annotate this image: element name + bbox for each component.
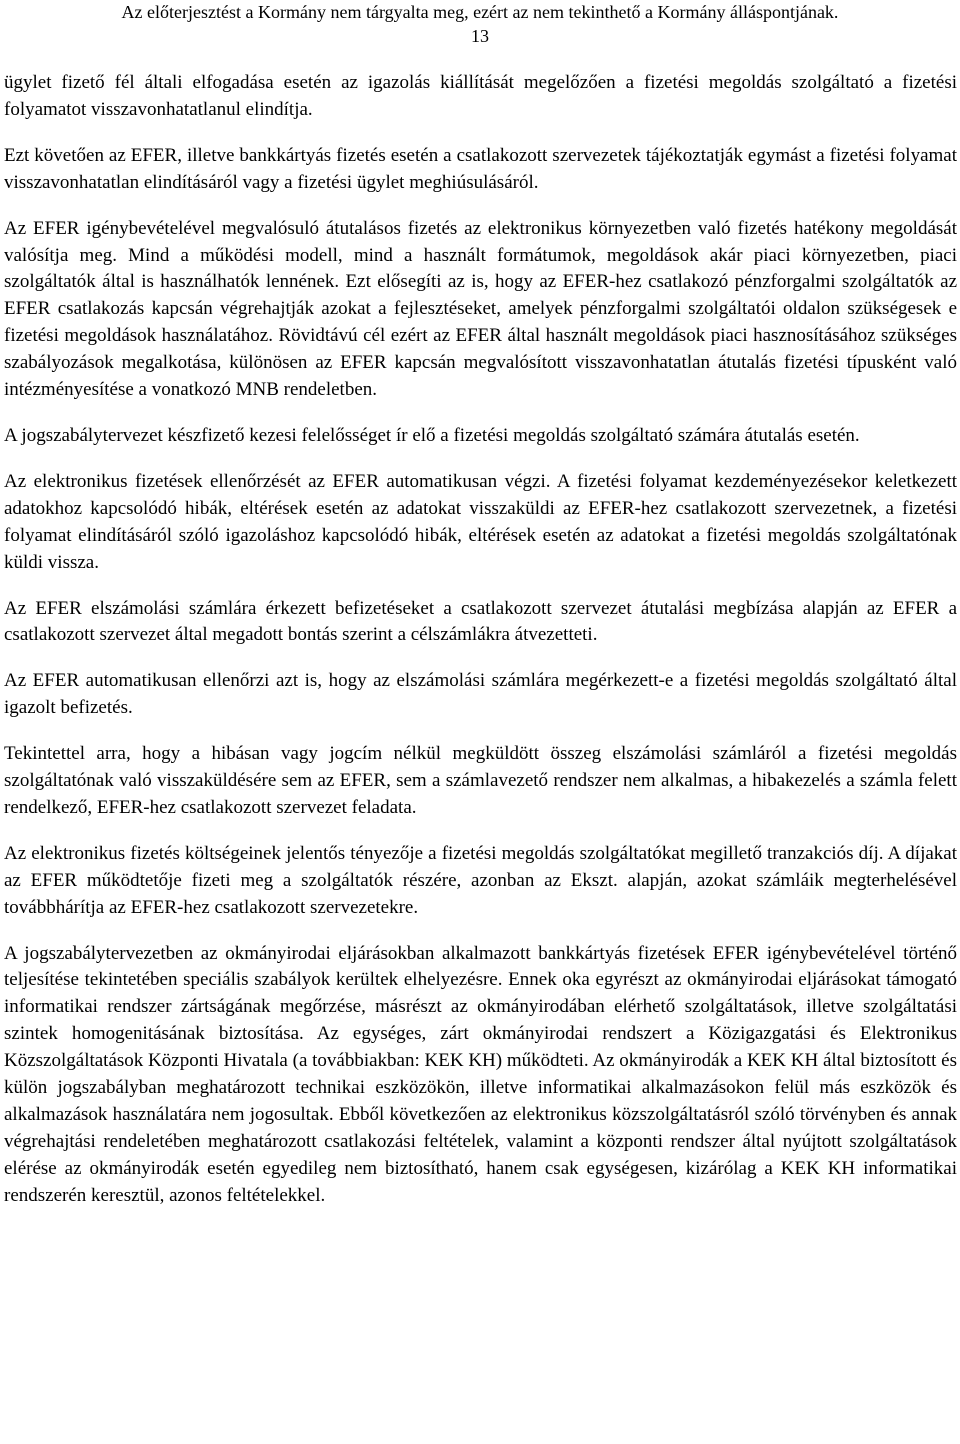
paragraph-7: Az EFER automatikusan ellenőrzi azt is, hogy az elszámolási számlára megérkezett-e a fizetési megoldás szolgáltató által igazolt befizetés. [4, 670, 957, 719]
paragraph-9: Az elektronikus fizetés költségeinek jelentős tényezője a fizetési megoldás szolgáltatókat megillető tranzakciós díj. A díjakat az EFER működtetője fizeti meg a szolgáltatók részére, azonban az Ekszt. alapján, azokat számláik megterhelésével továbbhárítja az EFER-hez csatlakozott szervezetekre. [4, 842, 957, 918]
page-number: 13 [471, 26, 489, 46]
paragraph-3: Az EFER igénybevételével megvalósuló átutalásos fizetés az elektronikus környezetben való fizetés hatékony megoldását valósítja meg. Mind a működési modell, mind a használt formátumok, megoldások akár piaci környezetben, piaci szolgáltatók által is használhatók lennének. Ezt elősegíti az is, hogy az EFER-hez csatlakozó pénzforgalmi szolgáltatók az EFER csatlakozás kapcsán végrehajtják azokat a fejlesztéseket, amelyek pénzforgalmi szolgáltatói oldalon szükségesek e fizetési megoldások használatához. Rövidtávú cél ezért az EFER által használt megoldások piaci hasznosításához szükséges szabályozások megalkotása, különösen az EFER kapcsán megvalósított visszavonhatatlan átutalás fizetési típusként való intézményesítése a vonatkozó MNB rendeletben. [4, 217, 957, 401]
document-body [4, 70, 957, 1229]
page-header-disclaimer: Az előterjesztést a Kormány nem tárgyalta meg, ezért az nem tekinthető a Kormány álláspontjának. [121, 2, 839, 22]
paragraph-6: Az EFER elszámolási számlára érkezett befizetéseket a csatlakozott szervezet átutalási megbízása alapján az EFER a csatlakozott szervezet által megadott bontás szerint a célszámlákra átvezetteti. [4, 597, 957, 646]
paragraph-2: Ezt követően az EFER, illetve bankkártyás fizetés esetén a csatlakozott szervezetek tájékoztatják egymást a fizetési folyamat visszavonhatatlan elindításáról vagy a fizetési ügylet meghiúsulásáról. [4, 144, 957, 193]
paragraph-1: ügylet fizető fél általi elfogadása esetén az igazolás kiállítását megelőzően a fizetési megoldás szolgáltató a fizetési folyamatot visszavonhatatlanul elindítja. [4, 72, 957, 120]
paragraph-4: A jogszabálytervezet készfizető kezesi felelősséget ír elő a fizetési megoldás szolgáltató számára átutalás esetén. [4, 424, 860, 446]
paragraph-10: A jogszabálytervezetben az okmányirodai eljárásokban alkalmazott bankkártyás fizetések EFER igénybevételével történő teljesítése tekintetében speciális szabályok kerültek elhelyezésre. Ennek oka egyrészt az okmányirodai eljárásokat támogató informatikai rendszer zártságának megőrzése, másrészt az okmányirodában elérhető szolgáltatások, illetve szolgáltatási szintek homogenitásának biztosítása. Az egységes, zárt okmányirodai rendszert a Közigazgatási és Elektronikus Közszolgáltatások Központi Hivatala (a továbbiakban: KEK KH) működteti. Az okmányirodák a KEK KH által biztosított és külön jogszabályban meghatározott technikai eszközökön, illetve informatikai alkalmazásokon felül más eszközök és alkalmazások használatára nem jogosultak. Ebből következően az elektronikus közszolgáltatásról szóló törvényben és annak végrehajtási rendeletében meghatározott csatlakozási feltételek, valamint a központi rendszer által nyújtott szolgáltatások elérése az okmányirodák esetén egyedileg nem biztosítható, hanem csak egységesen, kizárólag a KEK KH informatikai rendszerén keresztül, azonos feltételekkel. [4, 942, 957, 1206]
paragraph-5: Az elektronikus fizetések ellenőrzését az EFER automatikusan végzi. A fizetési folyamat kezdeményezésekor keletkezett adatokhoz kapcsolódó hibák, eltérések esetén az adatokat visszaküldi az EFER-hez csatlakozott szervezetnek, a fizetési folyamat elindításáról szóló igazoláshoz kapcsolódó hibák, eltérések esetén az adatokat a fizetési megoldás szolgáltatónak küldi vissza. [4, 470, 957, 573]
paragraph-8: Tekintettel arra, hogy a hibásan vagy jogcím nélkül megküldött összeg elszámolási számláról a fizetési megoldás szolgáltatónak való visszaküldésére sem az EFER, sem a számlavezető rendszer nem alkalmas, a hibakezelés a számla felett rendelkező, EFER-hez csatlakozott szervezet feladata. [4, 743, 957, 818]
